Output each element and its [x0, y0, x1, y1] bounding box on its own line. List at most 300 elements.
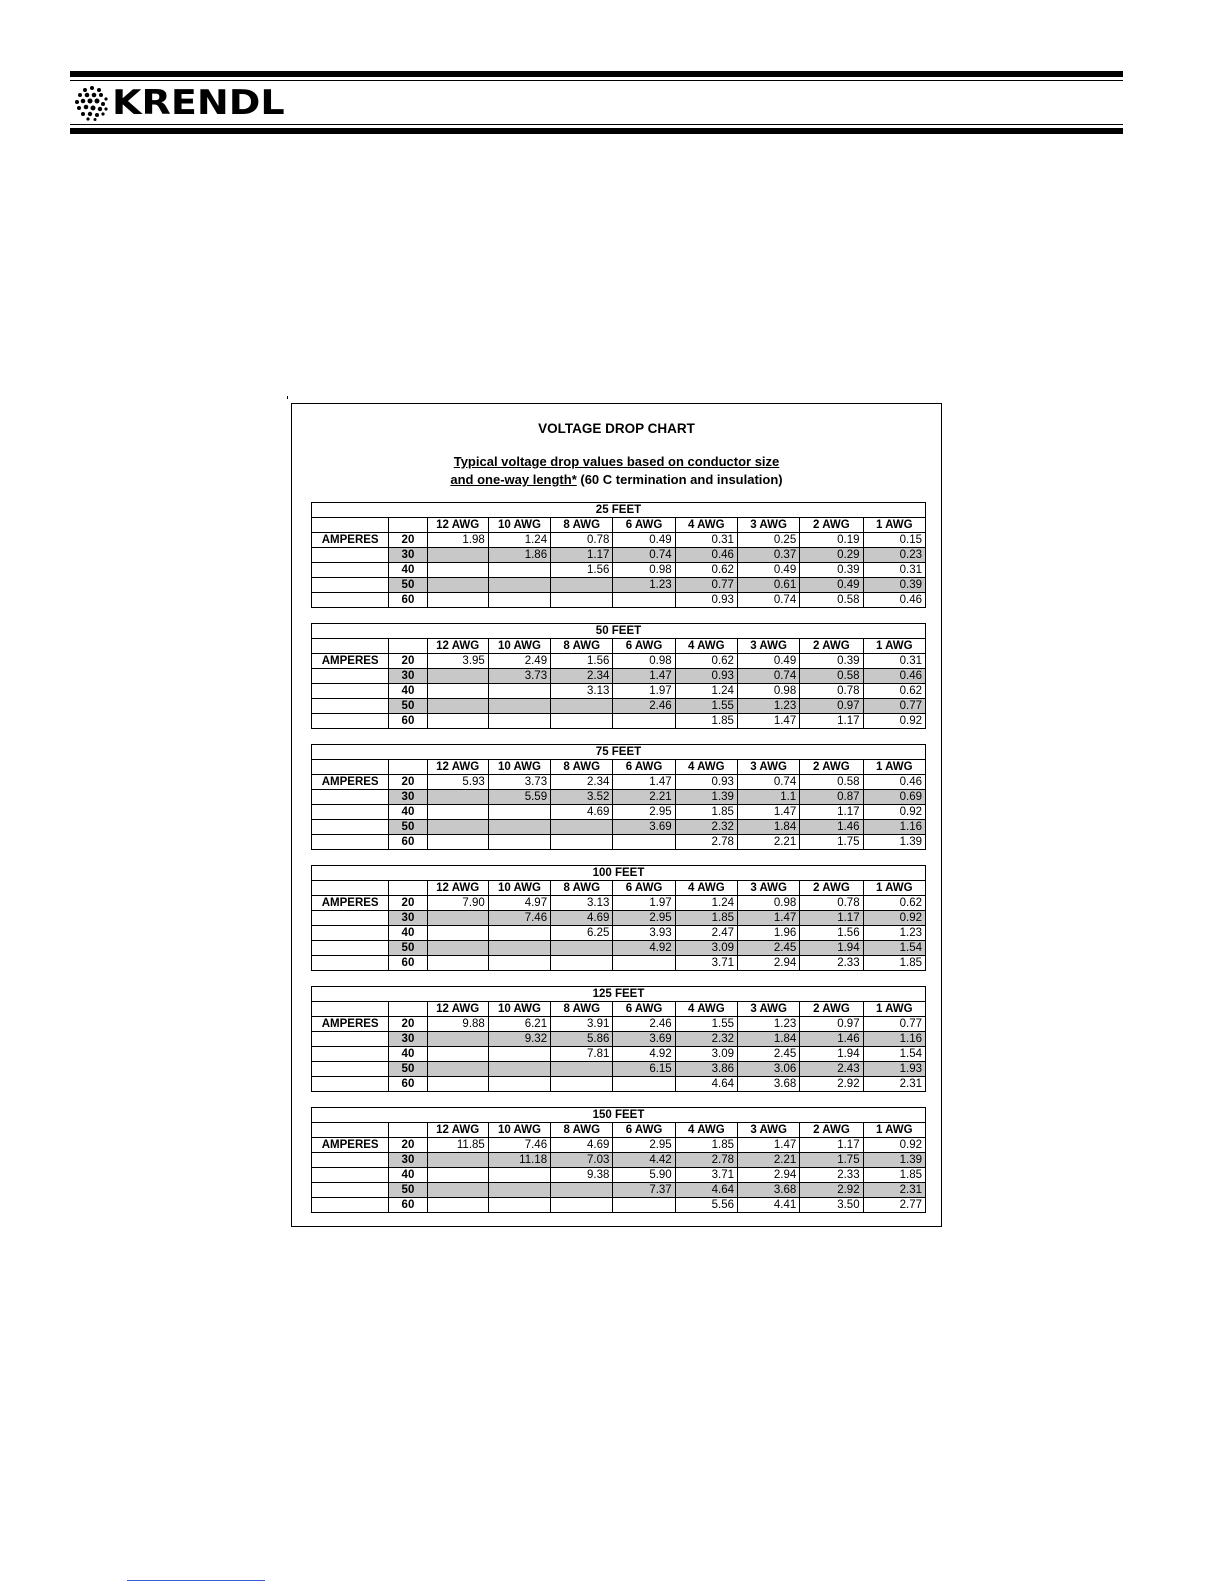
- amperes-label: AMPERES: [312, 896, 389, 911]
- table-row: [312, 896, 926, 911]
- ampere-value: 30: [389, 790, 427, 805]
- row-label-blank: [312, 805, 389, 820]
- voltage-drop-cell: 1.39: [863, 1153, 925, 1168]
- column-header: 12 AWG: [427, 639, 488, 654]
- voltage-drop-cell: 6.21: [488, 1017, 550, 1032]
- voltage-drop-cell: 4.64: [675, 1183, 737, 1198]
- voltage-drop-cell: 0.74: [613, 548, 675, 563]
- voltage-drop-cell: 3.52: [551, 790, 613, 805]
- ampere-value: 30: [389, 669, 427, 684]
- voltage-drop-cell: 2.21: [737, 835, 799, 850]
- voltage-drop-cell: 3.13: [551, 896, 613, 911]
- voltage-drop-cell: 0.78: [800, 896, 863, 911]
- voltage-drop-cell: 0.77: [863, 699, 925, 714]
- table-length-row: [312, 624, 926, 639]
- voltage-drop-cell: 2.21: [738, 1153, 800, 1168]
- voltage-drop-cell: 5.90: [613, 1168, 675, 1183]
- voltage-drop-cell: 2.92: [800, 1077, 863, 1092]
- voltage-drop-cell: 3.71: [675, 1168, 737, 1183]
- voltage-drop-cell: 2.95: [613, 911, 675, 926]
- voltage-drop-cell: [427, 956, 488, 971]
- voltage-drop-cell: 1.94: [800, 1047, 863, 1062]
- voltage-drop-cell: 5.86: [551, 1032, 613, 1047]
- column-header: 2 AWG: [800, 881, 863, 896]
- voltage-drop-cell: [613, 1198, 675, 1213]
- voltage-drop-cell: 1.17: [800, 911, 863, 926]
- voltage-drop-cell: 0.97: [800, 1017, 863, 1032]
- voltage-drop-cell: 7.46: [488, 911, 550, 926]
- voltage-drop-cell: 0.46: [675, 548, 737, 563]
- voltage-drop-cell: [488, 1062, 550, 1077]
- voltage-drop-cell: 2.33: [800, 1168, 863, 1183]
- ampere-value: 40: [389, 926, 427, 941]
- voltage-drop-cell: 4.97: [488, 896, 550, 911]
- voltage-drop-cell: 0.62: [863, 896, 925, 911]
- amperes-label: AMPERES: [312, 1017, 389, 1032]
- voltage-drop-cell: 0.39: [863, 578, 925, 593]
- voltage-drop-cell: 0.93: [675, 775, 737, 790]
- voltage-drop-cell: [551, 714, 613, 729]
- ampere-value: 50: [389, 578, 427, 593]
- header-blank-cell: [389, 881, 427, 896]
- table-row: [312, 669, 926, 684]
- voltage-drop-cell: 2.32: [675, 1032, 737, 1047]
- voltage-drop-cell: 0.39: [800, 563, 863, 578]
- voltage-drop-cell: 0.37: [737, 548, 799, 563]
- row-label-blank: [312, 684, 389, 699]
- column-header: 10 AWG: [488, 881, 550, 896]
- voltage-drop-cell: [427, 1047, 488, 1062]
- voltage-drop-cell: [427, 1032, 488, 1047]
- ampere-value: 50: [389, 1183, 427, 1198]
- voltage-drop-cell: 2.33: [800, 956, 863, 971]
- voltage-drop-cell: 3.91: [551, 1017, 613, 1032]
- ampere-value: 40: [389, 805, 427, 820]
- voltage-drop-cell: 2.31: [863, 1077, 925, 1092]
- voltage-drop-cell: [427, 790, 488, 805]
- column-header: 6 AWG: [613, 1002, 675, 1017]
- voltage-drop-cell: 0.25: [737, 533, 799, 548]
- voltage-table-4: [311, 865, 926, 971]
- voltage-drop-cell: 3.73: [488, 669, 550, 684]
- header-blank-cell: [389, 518, 427, 533]
- column-header: 12 AWG: [427, 1002, 488, 1017]
- voltage-drop-cell: 3.13: [551, 684, 613, 699]
- column-header: 1 AWG: [863, 760, 925, 775]
- table-row: [312, 1198, 926, 1213]
- voltage-drop-cell: [613, 835, 675, 850]
- table-length-row: [312, 987, 926, 1002]
- voltage-drop-cell: [427, 1077, 488, 1092]
- column-header: 6 AWG: [613, 639, 675, 654]
- table-row: [312, 1138, 926, 1153]
- voltage-drop-cell: 3.93: [613, 926, 675, 941]
- voltage-drop-cell: 4.92: [613, 941, 675, 956]
- row-label-blank: [312, 790, 389, 805]
- column-header: 10 AWG: [488, 1123, 550, 1138]
- table-header-row: [312, 1002, 926, 1017]
- table-length-label: 25 FEET: [312, 503, 926, 518]
- voltage-drop-cell: [551, 956, 613, 971]
- table-row: [312, 956, 926, 971]
- voltage-drop-cell: 2.34: [551, 669, 613, 684]
- voltage-drop-cell: 1.56: [551, 563, 613, 578]
- row-label-blank: [312, 956, 389, 971]
- column-header: 1 AWG: [863, 1123, 925, 1138]
- voltage-drop-cell: [488, 684, 550, 699]
- table-length-label: 50 FEET: [312, 624, 926, 639]
- voltage-drop-cell: 1.47: [738, 911, 800, 926]
- voltage-drop-cell: 1.75: [800, 1153, 863, 1168]
- voltage-drop-cell: 0.49: [737, 563, 799, 578]
- table-row: [312, 775, 926, 790]
- voltage-drop-cell: 2.49: [488, 654, 550, 669]
- voltage-drop-cell: [427, 684, 488, 699]
- voltage-drop-cell: 0.93: [675, 669, 737, 684]
- voltage-drop-cell: 1.94: [800, 941, 863, 956]
- voltage-drop-cell: 2.21: [613, 790, 675, 805]
- voltage-drop-cell: 0.23: [863, 548, 925, 563]
- header-blank-cell: [389, 1002, 427, 1017]
- column-header: 6 AWG: [613, 760, 675, 775]
- ampere-value: 20: [389, 1138, 427, 1153]
- row-label-blank: [312, 941, 389, 956]
- ampere-value: 40: [389, 563, 427, 578]
- row-label-blank: [312, 1168, 389, 1183]
- column-header: 3 AWG: [738, 1002, 800, 1017]
- voltage-drop-cell: [488, 593, 550, 608]
- voltage-drop-cell: 6.15: [613, 1062, 675, 1077]
- voltage-drop-cell: 0.29: [800, 548, 863, 563]
- voltage-drop-cell: [427, 548, 488, 563]
- row-label-blank: [312, 593, 389, 608]
- column-header: 3 AWG: [737, 760, 799, 775]
- column-header: 8 AWG: [551, 1002, 613, 1017]
- voltage-drop-cell: 0.58: [800, 775, 863, 790]
- voltage-drop-cell: 2.92: [800, 1183, 863, 1198]
- table-length-row: [312, 866, 926, 881]
- voltage-drop-cell: 4.92: [613, 1047, 675, 1062]
- column-header: 4 AWG: [675, 1123, 737, 1138]
- voltage-drop-cell: 3.68: [738, 1183, 800, 1198]
- row-label-blank: [312, 820, 389, 835]
- voltage-drop-cell: 0.62: [863, 684, 925, 699]
- voltage-drop-cell: 4.42: [613, 1153, 675, 1168]
- table-length-row: [312, 745, 926, 760]
- column-header: 2 AWG: [800, 518, 863, 533]
- voltage-drop-cell: 1.85: [675, 911, 737, 926]
- ampere-value: 30: [389, 1032, 427, 1047]
- table-length-label: 150 FEET: [312, 1108, 926, 1123]
- voltage-drop-cell: [488, 941, 550, 956]
- voltage-drop-cell: [427, 835, 488, 850]
- voltage-drop-cell: 0.19: [800, 533, 863, 548]
- voltage-drop-cell: 1.85: [675, 714, 737, 729]
- voltage-drop-cell: 1.98: [427, 533, 488, 548]
- dotted-globe-icon: [74, 85, 110, 121]
- voltage-drop-cell: [488, 1198, 550, 1213]
- ampere-value: 50: [389, 1062, 427, 1077]
- ampere-value: 20: [389, 533, 427, 548]
- row-label-blank: [312, 1198, 389, 1213]
- voltage-drop-cell: 2.78: [675, 835, 737, 850]
- ampere-value: 40: [389, 1047, 427, 1062]
- column-header: 10 AWG: [488, 760, 550, 775]
- chart-title: VOLTAGE DROP CHART: [538, 421, 695, 436]
- column-header: 4 AWG: [675, 639, 737, 654]
- header-blank-cell: [312, 881, 389, 896]
- voltage-drop-cell: [488, 1047, 550, 1062]
- column-header: 8 AWG: [551, 760, 613, 775]
- column-header: 4 AWG: [675, 518, 737, 533]
- voltage-drop-cell: 9.32: [488, 1032, 550, 1047]
- voltage-drop-cell: 0.74: [737, 775, 799, 790]
- voltage-drop-cell: 0.98: [613, 654, 675, 669]
- table-row: [312, 1153, 926, 1168]
- voltage-drop-cell: 1.39: [675, 790, 737, 805]
- voltage-drop-cell: 0.78: [551, 533, 613, 548]
- table-row: [312, 1077, 926, 1092]
- voltage-drop-cell: [551, 1062, 613, 1077]
- voltage-drop-cell: [551, 578, 613, 593]
- column-header: 2 AWG: [800, 760, 863, 775]
- column-header: 2 AWG: [800, 639, 863, 654]
- voltage-drop-cell: 0.46: [863, 775, 925, 790]
- voltage-drop-cell: 0.98: [737, 684, 799, 699]
- voltage-drop-cell: [613, 956, 675, 971]
- voltage-drop-cell: [488, 835, 550, 850]
- voltage-drop-cell: [427, 1183, 488, 1198]
- voltage-drop-cell: [613, 714, 675, 729]
- table-row: [312, 1183, 926, 1198]
- column-header: 10 AWG: [488, 518, 550, 533]
- voltage-drop-cell: [488, 578, 550, 593]
- row-label-blank: [312, 714, 389, 729]
- chart-subtitle-line1: [292, 454, 941, 469]
- voltage-drop-cell: 5.56: [675, 1198, 737, 1213]
- ampere-value: 50: [389, 699, 427, 714]
- voltage-drop-cell: 1.23: [863, 926, 925, 941]
- voltage-table-1: [311, 502, 926, 608]
- voltage-drop-cell: 0.58: [800, 669, 863, 684]
- voltage-drop-cell: 3.06: [738, 1062, 800, 1077]
- voltage-drop-cell: 7.03: [551, 1153, 613, 1168]
- row-label-blank: [312, 835, 389, 850]
- table-row: [312, 654, 926, 669]
- voltage-drop-cell: [427, 1062, 488, 1077]
- voltage-drop-cell: 2.45: [738, 941, 800, 956]
- voltage-drop-cell: 4.69: [551, 805, 613, 820]
- voltage-drop-cell: 0.77: [863, 1017, 925, 1032]
- voltage-drop-cell: 9.38: [551, 1168, 613, 1183]
- column-header: 12 AWG: [427, 1123, 488, 1138]
- voltage-drop-cell: [427, 699, 488, 714]
- voltage-drop-cell: 0.58: [800, 593, 863, 608]
- amperes-label: AMPERES: [312, 654, 389, 669]
- voltage-drop-cell: [551, 835, 613, 850]
- voltage-drop-cell: 2.34: [551, 775, 613, 790]
- voltage-drop-cell: 2.32: [675, 820, 737, 835]
- voltage-drop-chart-frame: [291, 403, 942, 1227]
- column-header: 1 AWG: [863, 639, 925, 654]
- voltage-drop-cell: 2.46: [613, 699, 675, 714]
- table-row: [312, 820, 926, 835]
- voltage-drop-cell: 0.49: [613, 533, 675, 548]
- voltage-drop-cell: 7.37: [613, 1183, 675, 1198]
- voltage-drop-cell: [488, 820, 550, 835]
- voltage-drop-cell: 2.77: [863, 1198, 925, 1213]
- voltage-drop-cell: 0.61: [737, 578, 799, 593]
- header-top-thin-rule: [70, 80, 1123, 81]
- ampere-value: 30: [389, 548, 427, 563]
- voltage-drop-cell: 1.84: [738, 1032, 800, 1047]
- header-blank-cell: [312, 518, 389, 533]
- column-header: 8 AWG: [551, 639, 613, 654]
- voltage-drop-cell: [551, 699, 613, 714]
- voltage-drop-cell: 3.86: [675, 1062, 737, 1077]
- voltage-drop-cell: [551, 593, 613, 608]
- voltage-drop-cell: 0.77: [675, 578, 737, 593]
- voltage-drop-cell: [488, 956, 550, 971]
- ampere-value: 50: [389, 941, 427, 956]
- header-blank-cell: [389, 760, 427, 775]
- ampere-value: 40: [389, 1168, 427, 1183]
- table-row: [312, 593, 926, 608]
- voltage-drop-cell: 3.50: [800, 1198, 863, 1213]
- voltage-drop-cell: 1.75: [800, 835, 863, 850]
- voltage-drop-cell: 5.59: [488, 790, 550, 805]
- voltage-drop-cell: [427, 669, 488, 684]
- voltage-drop-cell: 0.62: [675, 563, 737, 578]
- table-row: [312, 684, 926, 699]
- voltage-drop-cell: [488, 714, 550, 729]
- voltage-drop-cell: 0.46: [863, 669, 925, 684]
- ampere-value: 20: [389, 775, 427, 790]
- table-length-label: 125 FEET: [312, 987, 926, 1002]
- table-header-row: [312, 881, 926, 896]
- column-header: 4 AWG: [675, 881, 737, 896]
- voltage-drop-cell: 6.25: [551, 926, 613, 941]
- voltage-drop-cell: [488, 699, 550, 714]
- voltage-drop-cell: [427, 1153, 488, 1168]
- voltage-drop-cell: 1.24: [675, 684, 737, 699]
- column-header: 6 AWG: [613, 518, 675, 533]
- voltage-drop-cell: 3.69: [613, 820, 675, 835]
- column-header: 3 AWG: [737, 518, 799, 533]
- voltage-drop-cell: 7.81: [551, 1047, 613, 1062]
- table-header-row: [312, 518, 926, 533]
- header-blank-cell: [389, 1123, 427, 1138]
- voltage-drop-cell: [427, 563, 488, 578]
- subtitle-line1-text: Typical voltage drop values based on conductor size: [453, 454, 780, 469]
- amperes-label: AMPERES: [312, 1138, 389, 1153]
- voltage-drop-cell: 2.95: [613, 1138, 675, 1153]
- voltage-drop-cell: 1.84: [737, 820, 799, 835]
- voltage-drop-cell: 1.1: [737, 790, 799, 805]
- column-header: 12 AWG: [427, 760, 488, 775]
- table-row: [312, 926, 926, 941]
- table-row: [312, 578, 926, 593]
- voltage-drop-cell: 0.49: [737, 654, 799, 669]
- voltage-drop-cell: 1.16: [863, 820, 925, 835]
- voltage-drop-cell: 5.93: [427, 775, 488, 790]
- column-header: 4 AWG: [675, 1002, 737, 1017]
- table-row: [312, 714, 926, 729]
- voltage-drop-cell: 4.69: [551, 1138, 613, 1153]
- ampere-value: 40: [389, 684, 427, 699]
- voltage-drop-cell: 0.49: [800, 578, 863, 593]
- voltage-drop-cell: 0.78: [800, 684, 863, 699]
- column-header: 8 AWG: [551, 881, 613, 896]
- voltage-drop-cell: 2.94: [738, 1168, 800, 1183]
- ampere-value: 50: [389, 820, 427, 835]
- voltage-drop-cell: [427, 1198, 488, 1213]
- brand-name: KRENDL: [112, 83, 285, 123]
- table-length-row: [312, 1108, 926, 1123]
- voltage-drop-cell: [551, 1198, 613, 1213]
- column-header: 6 AWG: [613, 881, 675, 896]
- voltage-drop-cell: 1.55: [675, 1017, 737, 1032]
- voltage-drop-cell: 2.78: [675, 1153, 737, 1168]
- column-header: 3 AWG: [738, 881, 800, 896]
- voltage-drop-cell: 3.68: [738, 1077, 800, 1092]
- ampere-value: 60: [389, 835, 427, 850]
- voltage-drop-cell: 3.09: [675, 1047, 737, 1062]
- table-row: [312, 941, 926, 956]
- header-bottom-thin-rule: [70, 124, 1123, 125]
- table-row: [312, 911, 926, 926]
- row-label-blank: [312, 699, 389, 714]
- table-length-label: 100 FEET: [312, 866, 926, 881]
- voltage-drop-cell: 0.98: [613, 563, 675, 578]
- column-header: 1 AWG: [863, 1002, 925, 1017]
- column-header: 6 AWG: [613, 1123, 675, 1138]
- voltage-drop-cell: 0.98: [738, 896, 800, 911]
- voltage-drop-cell: [427, 578, 488, 593]
- voltage-drop-cell: 2.94: [738, 956, 800, 971]
- voltage-drop-cell: 0.31: [863, 563, 925, 578]
- header-top-thick-rule: [70, 71, 1123, 77]
- voltage-drop-cell: 1.86: [488, 548, 550, 563]
- voltage-drop-cell: [427, 926, 488, 941]
- row-label-blank: [312, 911, 389, 926]
- voltage-drop-cell: 1.85: [675, 1138, 737, 1153]
- voltage-drop-cell: 7.46: [488, 1138, 550, 1153]
- row-label-blank: [312, 1062, 389, 1077]
- ampere-value: 20: [389, 654, 427, 669]
- brand-logo: [74, 83, 285, 123]
- table-row: [312, 805, 926, 820]
- header-blank-cell: [312, 1123, 389, 1138]
- voltage-drop-cell: 1.17: [800, 805, 863, 820]
- table-row: [312, 1047, 926, 1062]
- voltage-drop-cell: 1.56: [800, 926, 863, 941]
- column-header: 3 AWG: [737, 639, 799, 654]
- voltage-drop-cell: 1.16: [863, 1032, 925, 1047]
- column-header: 12 AWG: [427, 518, 488, 533]
- voltage-drop-cell: 0.31: [863, 654, 925, 669]
- subtitle-line2-underlined: and one-way length*: [450, 472, 577, 487]
- table-row: [312, 699, 926, 714]
- header-blank-cell: [389, 639, 427, 654]
- voltage-drop-cell: 1.54: [863, 1047, 925, 1062]
- voltage-drop-cell: [551, 1077, 613, 1092]
- voltage-drop-cell: 1.47: [737, 714, 799, 729]
- voltage-drop-cell: 9.88: [427, 1017, 488, 1032]
- crop-mark: [287, 396, 288, 399]
- voltage-drop-cell: [488, 926, 550, 941]
- voltage-drop-cell: [488, 1168, 550, 1183]
